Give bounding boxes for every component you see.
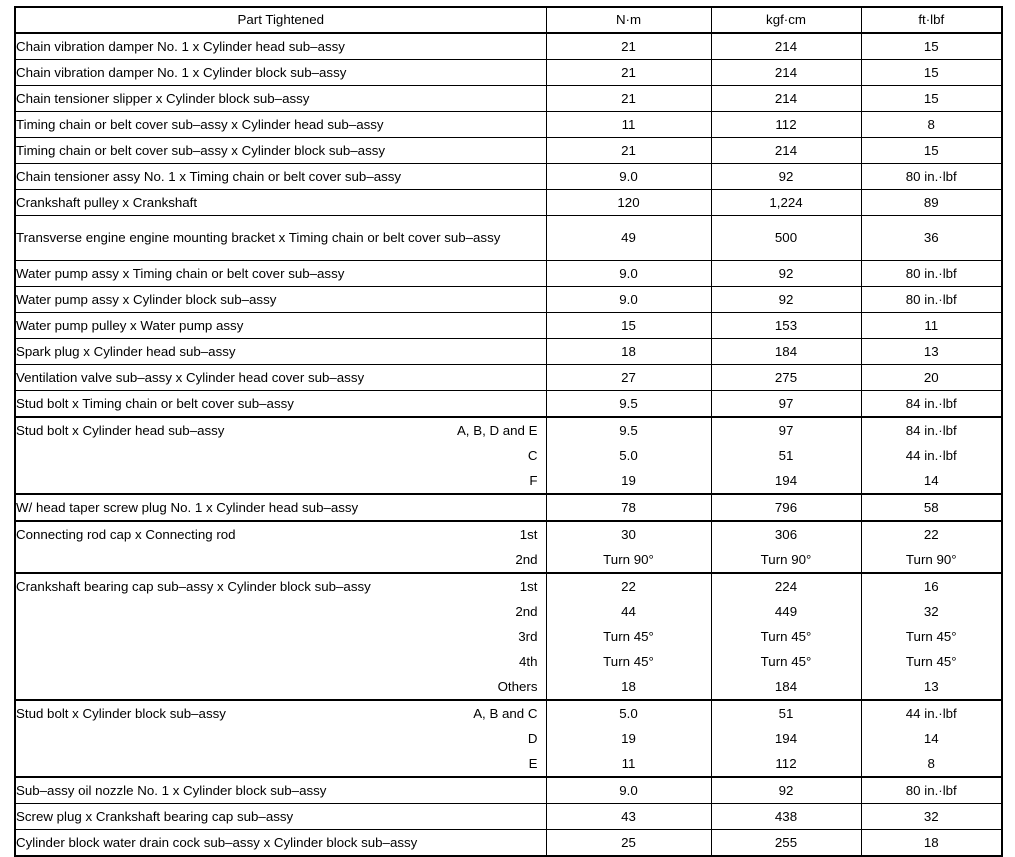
value-line: 306: [774, 527, 798, 542]
cell-ftlbf: 80 in.·lbf: [861, 287, 1002, 313]
cell-ftlbf: [861, 700, 1002, 777]
step-label: 1st: [519, 527, 538, 542]
table-row: [15, 190, 1002, 216]
table-row: [15, 138, 1002, 164]
cell-part-tightened: [15, 830, 546, 857]
step-label: A, B and C: [473, 706, 538, 721]
table-row: [15, 417, 1002, 494]
part-description: Crankshaft bearing cap sub–assy x Cylinder block sub–assy: [16, 579, 371, 594]
cell-part-tightened: [15, 391, 546, 418]
spacer: [16, 726, 546, 751]
spacer: [16, 751, 546, 776]
cell-kgfcm: 255: [711, 830, 861, 857]
cell-nm: 9.0: [546, 777, 711, 804]
cell-nm: 9.0: [546, 261, 711, 287]
step-label: A, B, D and E: [456, 423, 538, 438]
step-label-list: [473, 701, 537, 776]
cell-nm: 21: [546, 86, 711, 112]
cell-kgfcm: 438: [711, 804, 861, 830]
step-label: 4th: [519, 654, 538, 669]
part-description: Stud bolt x Timing chain or belt cover sub–assy: [16, 395, 294, 411]
cell-part-tightened: [15, 287, 546, 313]
cell-nm: [546, 573, 711, 700]
part-description: Transverse engine engine mounting bracket x Timing chain or belt cover sub–assy: [16, 229, 501, 245]
cell-ftlbf: 8: [861, 112, 1002, 138]
value-line: 8: [927, 756, 935, 771]
cell-ftlbf: 32: [861, 804, 1002, 830]
cell-nm: 25: [546, 830, 711, 857]
cell-part-tightened: [15, 700, 546, 777]
value-line: 13: [923, 679, 939, 694]
table-row: [15, 261, 1002, 287]
value-line: 51: [778, 448, 794, 463]
cell-ftlbf: 80 in.·lbf: [861, 164, 1002, 190]
value-line: 112: [775, 756, 797, 771]
value-line: 44: [621, 604, 636, 619]
step-label: 2nd: [515, 552, 538, 567]
part-description: Screw plug x Crankshaft bearing cap sub–assy: [16, 808, 294, 824]
part-description: Ventilation valve sub–assy x Cylinder head cover sub–assy: [16, 369, 365, 385]
value-line: 22: [621, 579, 636, 594]
value-line: 9.5: [619, 423, 638, 438]
value-line: Turn 45°: [603, 629, 654, 644]
cell-part-tightened: [15, 164, 546, 190]
table-row: [15, 33, 1002, 60]
cell-part-tightened: [15, 365, 546, 391]
value-line: 194: [774, 731, 798, 746]
cell-kgfcm: 92: [711, 164, 861, 190]
cell-nm: 49: [546, 216, 711, 261]
step-label-list: [457, 418, 538, 493]
step-label: 3rd: [518, 629, 538, 644]
table-row: [15, 521, 1002, 573]
cell-ftlbf: 84 in.·lbf: [861, 391, 1002, 418]
spacer: [16, 674, 546, 699]
cell-kgfcm: 214: [711, 138, 861, 164]
table-row: [15, 287, 1002, 313]
step-label-list: [515, 522, 537, 572]
table-body: [15, 33, 1002, 856]
cell-kgfcm: 275: [711, 365, 861, 391]
cell-ftlbf: 20: [861, 365, 1002, 391]
step-label-list: [498, 574, 538, 699]
part-description: W/ head taper screw plug No. 1 x Cylinder head sub–assy: [16, 499, 359, 515]
cell-part-tightened: [15, 521, 546, 573]
cell-nm: 21: [546, 33, 711, 60]
part-description: Sub–assy oil nozzle No. 1 x Cylinder block sub–assy: [16, 782, 327, 798]
table-row: [15, 339, 1002, 365]
cell-nm: [546, 700, 711, 777]
cell-nm: 120: [546, 190, 711, 216]
table-row: [15, 494, 1002, 521]
cell-ftlbf: 15: [861, 86, 1002, 112]
cell-part-tightened: [15, 804, 546, 830]
value-line: 224: [774, 579, 798, 594]
cell-ftlbf: 15: [861, 33, 1002, 60]
value-line: Turn 90°: [760, 552, 812, 567]
cell-ftlbf: 13: [861, 339, 1002, 365]
spacer: [16, 649, 546, 674]
part-description: Chain tensioner slipper x Cylinder block sub–assy: [16, 90, 310, 106]
cell-nm: 15: [546, 313, 711, 339]
value-line: 51: [778, 706, 794, 721]
cell-part-tightened: [15, 138, 546, 164]
cell-ftlbf: 80 in.·lbf: [861, 261, 1002, 287]
table-header: [15, 7, 1002, 33]
cell-ftlbf: [861, 521, 1002, 573]
cell-ftlbf: [861, 573, 1002, 700]
table-row: [15, 86, 1002, 112]
column-header-nm: N·m: [546, 7, 711, 33]
cell-kgfcm: 97: [711, 391, 861, 418]
cell-part-tightened: [15, 339, 546, 365]
value-line: Turn 45°: [603, 654, 654, 669]
value-line: 84 in.·lbf: [905, 423, 957, 438]
step-label: D: [527, 731, 538, 746]
cell-kgfcm: 184: [711, 339, 861, 365]
spacer: [16, 624, 546, 649]
cell-nm: 21: [546, 60, 711, 86]
cell-kgfcm: 500: [711, 216, 861, 261]
part-description: Water pump assy x Timing chain or belt cover sub–assy: [16, 265, 345, 281]
part-description: Cylinder block water drain cock sub–assy x Cylinder block sub–assy: [16, 834, 418, 850]
cell-part-tightened: [15, 777, 546, 804]
value-line: 30: [621, 527, 636, 542]
value-line: 16: [923, 579, 939, 594]
cell-ftlbf: [861, 417, 1002, 494]
cell-ftlbf: 15: [861, 138, 1002, 164]
value-line: 184: [774, 679, 798, 694]
cell-part-tightened: [15, 494, 546, 521]
part-description: Timing chain or belt cover sub–assy x Cylinder head sub–assy: [16, 116, 384, 132]
cell-kgfcm: [711, 417, 861, 494]
cell-ftlbf: 80 in.·lbf: [861, 777, 1002, 804]
table-row: [15, 216, 1002, 261]
value-line: 97: [778, 423, 794, 438]
spacer: [16, 547, 546, 572]
torque-specification-table-container: [14, 6, 1001, 857]
cell-kgfcm: 796: [711, 494, 861, 521]
table-row: [15, 700, 1002, 777]
cell-nm: [546, 521, 711, 573]
cell-kgfcm: [711, 700, 861, 777]
cell-part-tightened: [15, 313, 546, 339]
cell-ftlbf: 15: [861, 60, 1002, 86]
step-label: 1st: [519, 579, 538, 594]
value-line: 194: [774, 473, 798, 488]
value-line: 14: [923, 731, 939, 746]
part-description: Water pump pulley x Water pump assy: [16, 317, 244, 333]
part-description: Chain tensioner assy No. 1 x Timing chain or belt cover sub–assy: [16, 168, 402, 184]
cell-nm: [546, 417, 711, 494]
step-label: E: [528, 756, 538, 771]
value-line: Turn 45°: [905, 629, 957, 644]
cell-kgfcm: 1,224: [711, 190, 861, 216]
cell-part-tightened: [15, 112, 546, 138]
cell-part-tightened: [15, 216, 546, 261]
cell-part-tightened: [15, 573, 546, 700]
step-label: F: [529, 473, 538, 488]
value-line: 44 in.·lbf: [905, 448, 957, 463]
value-line: 5.0: [619, 448, 638, 463]
value-line: Turn 90°: [905, 552, 957, 567]
part-description: Crankshaft pulley x Crankshaft: [16, 194, 198, 210]
cell-ftlbf: 36: [861, 216, 1002, 261]
cell-nm: 9.5: [546, 391, 711, 418]
cell-nm: 78: [546, 494, 711, 521]
table-row: [15, 777, 1002, 804]
table-row: [15, 313, 1002, 339]
cell-part-tightened: [15, 417, 546, 494]
cell-part-tightened: [15, 190, 546, 216]
part-description: Chain vibration damper No. 1 x Cylinder block sub–assy: [16, 64, 347, 80]
cell-part-tightened: [15, 60, 546, 86]
column-header-part-tightened: Part Tightened: [15, 7, 546, 33]
cell-kgfcm: [711, 573, 861, 700]
cell-nm: 9.0: [546, 164, 711, 190]
cell-nm: 27: [546, 365, 711, 391]
cell-kgfcm: 214: [711, 33, 861, 60]
table-header-row: [15, 7, 1002, 33]
spacer: [16, 599, 546, 624]
cell-kgfcm: 112: [711, 112, 861, 138]
cell-kgfcm: 153: [711, 313, 861, 339]
value-line: 22: [923, 527, 939, 542]
cell-part-tightened: [15, 86, 546, 112]
cell-nm: 9.0: [546, 287, 711, 313]
cell-kgfcm: 214: [711, 86, 861, 112]
table-row: [15, 60, 1002, 86]
cell-nm: 43: [546, 804, 711, 830]
value-line: Turn 45°: [760, 654, 812, 669]
part-description: Water pump assy x Cylinder block sub–assy: [16, 291, 277, 307]
cell-kgfcm: 92: [711, 261, 861, 287]
cell-part-tightened: [15, 33, 546, 60]
step-label: C: [527, 448, 538, 463]
cell-ftlbf: 58: [861, 494, 1002, 521]
cell-nm: 21: [546, 138, 711, 164]
value-line: 5.0: [619, 706, 638, 721]
step-label: Others: [497, 679, 538, 694]
part-description: Stud bolt x Cylinder block sub–assy: [16, 706, 226, 721]
table-row: [15, 391, 1002, 418]
part-description: Connecting rod cap x Connecting rod: [16, 527, 236, 542]
part-description: Timing chain or belt cover sub–assy x Cylinder block sub–assy: [16, 142, 386, 158]
table-row: [15, 365, 1002, 391]
part-description: Chain vibration damper No. 1 x Cylinder head sub–assy: [16, 38, 345, 54]
cell-ftlbf: 11: [861, 313, 1002, 339]
cell-nm: 18: [546, 339, 711, 365]
part-description: Spark plug x Cylinder head sub–assy: [16, 343, 236, 359]
value-line: 44 in.·lbf: [905, 706, 957, 721]
cell-nm: 11: [546, 112, 711, 138]
step-label: 2nd: [515, 604, 538, 619]
table-row: [15, 112, 1002, 138]
value-line: 449: [774, 604, 798, 619]
value-line: 18: [621, 679, 636, 694]
cell-kgfcm: 92: [711, 777, 861, 804]
table-row: [15, 830, 1002, 857]
value-line: Turn 45°: [905, 654, 957, 669]
cell-ftlbf: 89: [861, 190, 1002, 216]
part-description: Stud bolt x Cylinder head sub–assy: [16, 423, 225, 438]
cell-kgfcm: 92: [711, 287, 861, 313]
cell-part-tightened: [15, 261, 546, 287]
table-row: [15, 804, 1002, 830]
value-line: 11: [621, 756, 636, 771]
table-row: [15, 573, 1002, 700]
value-line: 14: [923, 473, 939, 488]
column-header-ftlbf: ft·lbf: [861, 7, 1002, 33]
cell-kgfcm: [711, 521, 861, 573]
value-line: 19: [621, 473, 636, 488]
value-line: Turn 90°: [603, 552, 654, 567]
table-row: [15, 164, 1002, 190]
cell-kgfcm: 214: [711, 60, 861, 86]
value-line: 19: [621, 731, 636, 746]
torque-specification-table: [14, 6, 1003, 857]
column-header-kgfcm: kgf·cm: [711, 7, 861, 33]
value-line: 32: [923, 604, 939, 619]
value-line: Turn 45°: [760, 629, 812, 644]
cell-ftlbf: 18: [861, 830, 1002, 857]
